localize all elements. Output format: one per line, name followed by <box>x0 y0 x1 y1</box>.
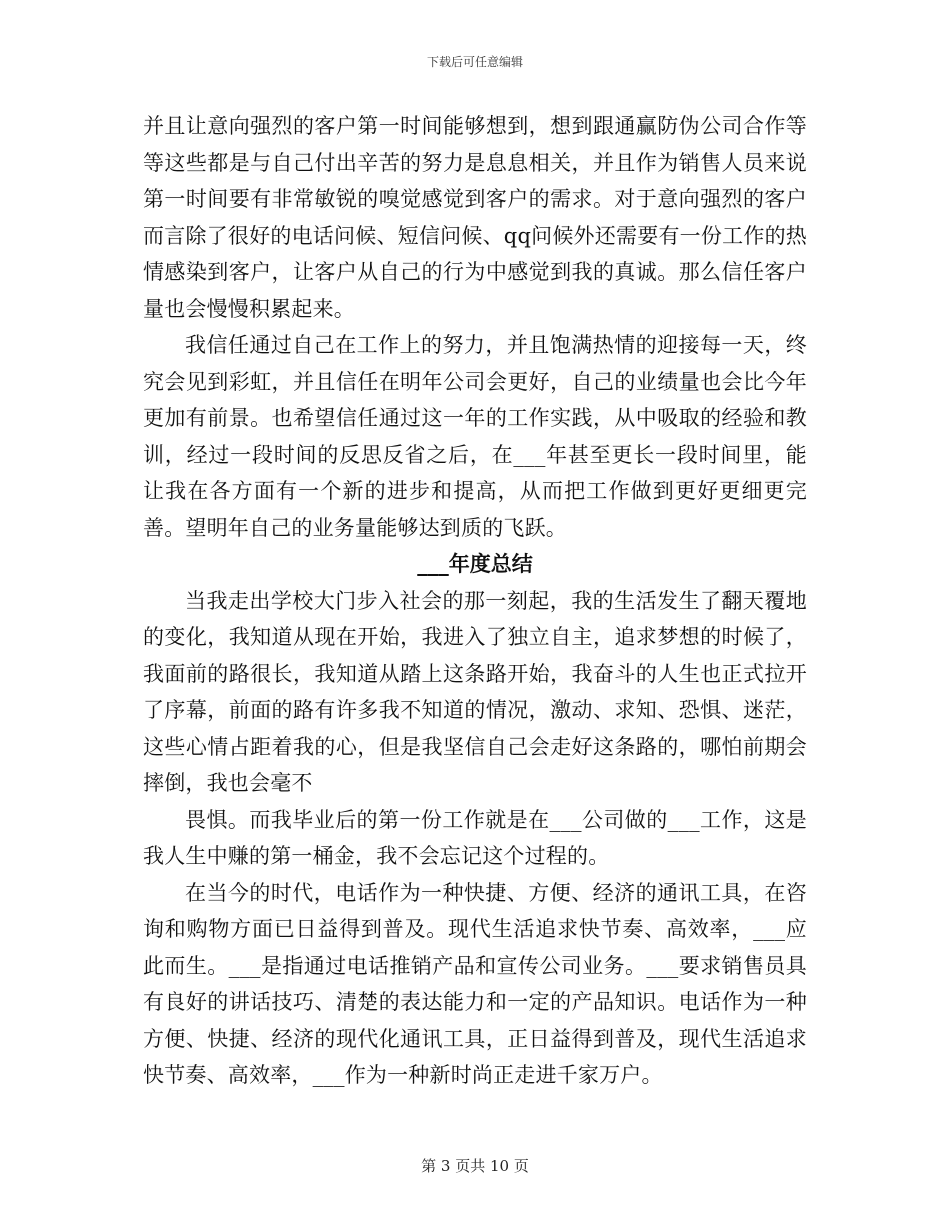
paragraph-5: 在当今的时代，电话作为一种快捷、方便、经济的通讯工具，在咨询和购物方面已日益得到普及。现代生活追求快节奏、高效率，___应此而生。___是指通过电话推销产品和宣传公司业务。___要求销售员具有良好的讲话技巧、清楚的表达能力和一定的产品知识。电话作为一种方便、快捷、经济的现代化通讯工具，正日益得到普及，现代生活追求快节奏、高效率，___作为一种新时尚正走进千家万户。 <box>143 880 807 1087</box>
document-body <box>143 108 807 1094</box>
section-title: ___年度总结 <box>417 552 533 576</box>
paragraph-4: 畏惧。而我毕业后的第一份工作就是在___公司做的___工作，这是我人生中赚的第一桶金，我不会忘记这个过程的。 <box>143 807 807 868</box>
page-footer: 第 3 页共 10 页 <box>421 1157 529 1175</box>
paragraph-3: 当我走出学校大门步入社会的那一刻起，我的生活发生了翻天覆地的变化，我知道从现在开始，我进入了独立自主，追求梦想的时候了，我面前的路很长，我知道从踏上这条路开始，我奋斗的人生也正式拉开了序幕，前面的路有许多我不知道的情况，激动、求知、恐惧、迷茫，这些心情占距着我的心，但是我坚信自己会走好这条路的，哪怕前期会摔倒，我也会毫不 <box>143 588 807 795</box>
page-header: 下载后可任意编辑 <box>426 55 523 69</box>
paragraph-1: 并且让意向强烈的客户第一时间能够想到，想到跟通赢防伪公司合作等等这些都是与自己付出辛苦的努力是息息相关，并且作为销售人员来说第一时间要有非常敏锐的嗅觉感觉到客户的需求。对于意向强烈的客户而言除了很好的电话问候、短信问候、qq问候外还需要有一份工作的热情感染到客户，让客户从自己的行为中感觉到我的真诚。那么信任客户量也会慢慢积累起来。 <box>143 114 807 321</box>
paragraph-2: 我信任通过自己在工作上的努力，并且饱满热情的迎接每一天，终究会见到彩虹，并且信任在明年公司会更好，自己的业绩量也会比今年更加有前景。也希望信任通过这一年的工作实践，从中吸取的经验和教训，经过一段时间的反思反省之后，在___年甚至更长一段时间里，能让我在各方面有一个新的进步和提高，从而把工作做到更好更细更完善。望明年自己的业务量能够达到质的飞跃。 <box>143 333 807 540</box>
